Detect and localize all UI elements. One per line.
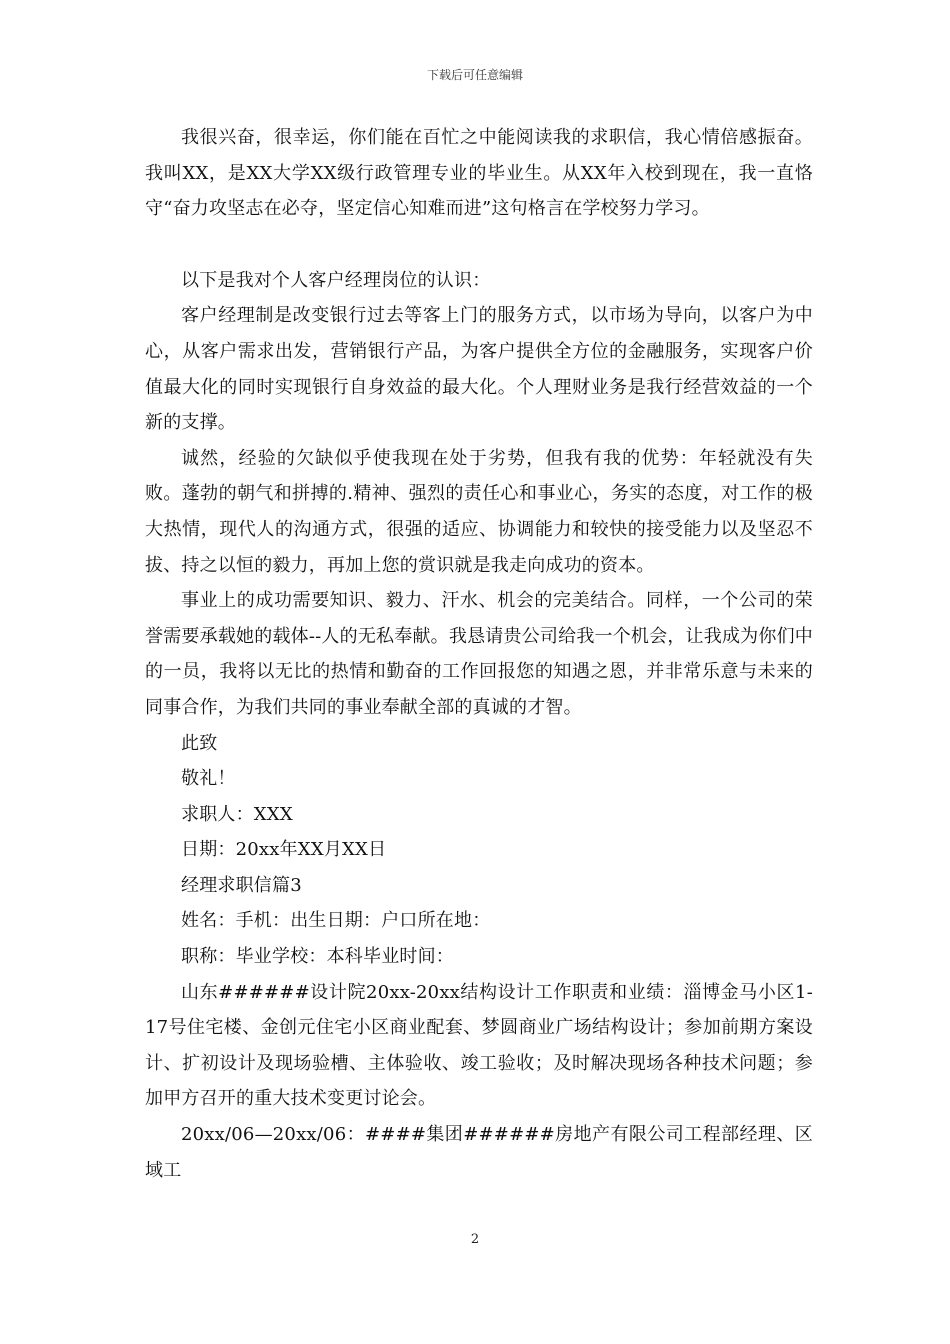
paragraph-role-heading: 以下是我对个人客户经理岗位的认识：	[181, 269, 491, 291]
paragraph-closing: 事业上的成功需要知识、毅力、汗水、机会的完美结合。同样，一个公司的荣誉需要承载她的载体--人的无私奉献。我恳请贵公司给我一个机会，让我成为你们中的一员，我将以无比的热情和勤奋的工作回报您的知遇之恩，并非常乐意与未来的同事合作，为我们共同的事业奉献全部的真诚的才智。	[145, 590, 813, 718]
page-header: 下载后可任意编辑	[426, 68, 523, 82]
section-title: 经理求职信篇3	[181, 874, 302, 896]
salutation-line: 此致	[181, 732, 218, 754]
paragraph-role-description: 客户经理制是改变银行过去等客上门的服务方式，以市场为导向，以客户为中心，从客户需求出发，营销银行产品，为客户提供全方位的金融服务，实现客户价值最大化的同时实现银行自身效益的最大化。个人理财业务是我行经营效益的一个新的支撑。	[145, 305, 813, 434]
personal-info-line: 姓名：手机：出生日期：户口所在地：	[181, 910, 491, 932]
page-number: 2	[470, 1232, 480, 1247]
document-body	[145, 120, 813, 1188]
paragraph-work-experience-2: 20xx/06—20xx/06：####集团######房地产有限公司工程部经理、区域工	[145, 1124, 813, 1181]
paragraph-intro: 我很兴奋，很幸运，你们能在百忙之中能阅读我的求职信，我心情倍感振奋。我叫XX，是XX大学XX级行政管理专业的毕业生。从XX年入校到现在，我一直恪守“奋力攻坚志在必夺，坚定信心知难而进”这句格言在学校努力学习。	[145, 127, 813, 220]
paragraph-work-experience-1: 山东######设计院20xx-20xx结构设计工作职责和业绩：淄博金马小区1-17号住宅楼、金创元住宅小区商业配套、梦圆商业广场结构设计；参加前期方案设计、扩初设计及现场验槽、主体验收、竣工验收；及时解决现场各种技术问题；参加甲方召开的重大技术变更讨论会。	[145, 981, 813, 1110]
regards-line: 敬礼！	[181, 768, 236, 790]
education-info-line: 职称：毕业学校：本科毕业时间：	[181, 946, 454, 968]
applicant-line: 求职人：XXX	[181, 803, 293, 825]
paragraph-strengths: 诚然，经验的欠缺似乎使我现在处于劣势，但我有我的优势：年轻就没有失败。蓬勃的朝气和拼搏的.精神、强烈的责任心和事业心，务实的态度，对工作的极大热情，现代人的沟通方式，很强的适应、协调能力和较快的接受能力以及坚忍不拔、持之以恒的毅力，再加上您的赏识就是我走向成功的资本。	[145, 447, 813, 576]
date-line: 日期：20xx年XX月XX日	[181, 839, 387, 861]
